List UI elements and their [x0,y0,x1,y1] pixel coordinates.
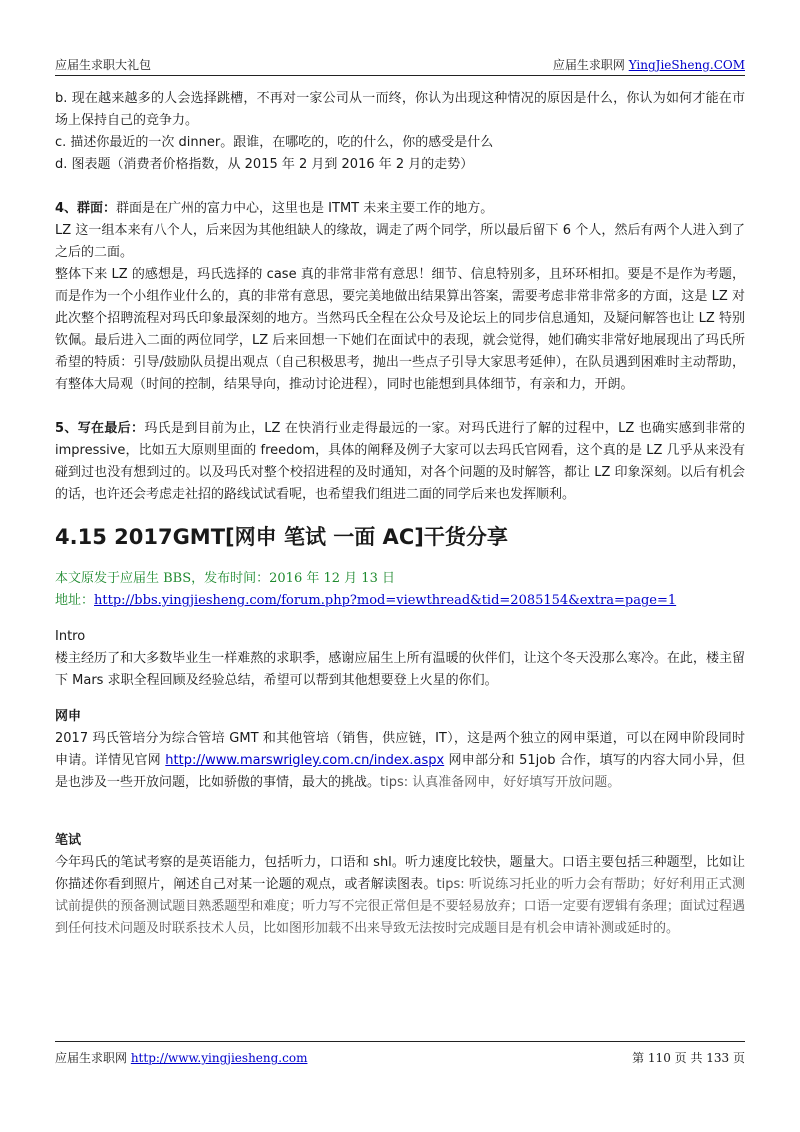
header-site-link[interactable]: YingJieSheng.COM [628,58,745,72]
article-source-line: 本文原发于应届生 BBS，发布时间：2016 年 12 月 13 日 [55,571,395,586]
main-content [55,88,745,940]
section5-paragraph [55,418,745,506]
section4-paragraph-2: 整体下来 LZ 的感想是，玛氏选择的 case 真的非常非常有意思！细节、信息特别多，且环环相扣。要是不是作为考题，而是作为一个小组作业什么的，真的非常有意思，要完美地做出结果算出答案，需要考虑非常非常多的方面，这是 LZ 对此次整个招聘流程对玛氏印象最深刻的地方。当然玛氏全程在公众号及论坛上的同步信息通知，及疑问解答也让 LZ 特别钦佩。最后进入二面的两位同学，LZ 后来回想一下她们在面试中的表现，就会觉得，她们确实非常好地展现出了玛氏所希望的特质：引导/鼓励队员提出观点（自己积极思考，抛出一些点子引导大家思考延伸），在队员遇到困难时主动帮助，有整体大局观（时间的控制，结果导向，推动讨论进程），同时也能想到具体细节，有亲和力，开朗。 [55,267,745,392]
question-d: d. 图表题（消费者价格指数，从 2015 年 2 月到 2016 年 2 月的走势） [55,157,474,172]
article-source [55,568,745,590]
question-c: c. 描述你最近的一次 dinner。跟谁，在哪吃的，吃的什么，你的感受是什么 [55,135,494,150]
header-title: 应届生求职大礼包 [55,58,152,72]
online-application-tips: tips: 认真准备网申，好好填写开放问题。 [380,775,621,790]
spacer [55,552,745,568]
section5-label: 5、写在最后： [55,421,145,436]
article-address-link[interactable]: http://bbs.yingjiesheng.com/forum.php?mod=viewthread&tid=2085154&extra=page=1 [94,593,677,608]
page-footer [55,1049,745,1067]
article-address [55,590,745,612]
online-application-text [55,728,745,794]
footer-site-link[interactable]: http://www.yingjiesheng.com [130,1051,308,1065]
article-title: 4.15 2017GMT[网申 笔试 一面 AC]干货分享 [55,525,508,549]
page-number: 第 110 页 共 133 页 [632,1051,745,1065]
written-test-title: 笔试 [55,833,82,848]
online-application-text-1: 2017 玛氏管培分为综合管培 GMT 和其他管培（销售，供应链，IT），这是两个独立的网申渠道，可以在网申阶段同时申请。详情见官网 [55,731,745,768]
header-site [553,56,745,73]
section4-label: 4、群面： [55,201,117,216]
header-divider [55,75,745,76]
page-header [55,56,745,74]
section4-intro [55,198,745,220]
question-b: b. 现在越来越多的人会选择跳槽，不再对一家公司从一而终，你认为出现这种情况的原因是什么，你认为如何才能在市场上保持自己的竞争力。 [55,91,745,128]
footer-site-name: 应届生求职网 [55,1051,131,1065]
spacer [55,794,745,816]
header-site-name: 应届生求职网 [552,58,629,72]
section5-text: 玛氏是到目前为止，LZ 在快消行业走得最远的一家。对玛氏进行了解的过程中，LZ 也确实感到非常的 impressive，比如五大原则里面的 freedom，具体的阐释及例子大家可以去玛氏官网看，这个真的是 LZ 几乎从来没有碰到过也没有想到过的。以及玛氏对整个校招进程的及时通知，对各个问题的及时解答，都让 LZ 印象深刻。以后有机会的话，也许还会考虑走社招的路线试试看呢，也希望我们组进二面的同学后来也发挥顺利。 [55,421,746,502]
online-application-title: 网申 [55,709,82,724]
spacer [55,396,745,418]
document-page [55,0,745,1132]
online-application-text-2: 网申部分和 51job 合作，填写的内容大同小异，但是也涉及一些开放问题，比如骄傲的事情，最大的挑战。 [55,753,745,790]
written-test-text [55,852,745,940]
footer-divider [55,1041,745,1042]
section4-paragraph-1: LZ 这一组本来有八个人，后来因为其他组缺人的缘故，调走了两个同学，所以最后留下 6 个人，然后有两个人进入到了之后的二面。 [55,223,745,260]
article-address-label: 地址： [55,593,95,608]
intro-title: Intro [55,629,86,644]
official-site-link[interactable]: http://www.marswrigley.com.cn/index.aspx [165,753,445,768]
intro-text: 楼主经历了和大多数毕业生一样难熬的求职季，感谢应届生上所有温暖的伙伴们，让这个冬天没那么寒冷。在此，楼主留下 Mars 求职全程回顾及经验总结，希望可以帮到其他想要登上火星的你们。 [55,651,745,688]
spacer [55,176,745,198]
section4-intro-text: 群面是在广州的富力中心，这里也是 ITMT 未来主要工作的地方。 [116,201,494,216]
written-test-body: 今年玛氏的笔试考察的是英语能力，包括听力，口语和 shl。听力速度比较快，题量大。口语主要包括三种题型，比如让你描述你看到照片，阐述自己对某一论题的观点，或者解读图表。 [55,855,745,892]
footer-site [55,1049,307,1066]
written-test-tips: tips: 听说练习托业的听力会有帮助；好好利用正式测试前提供的预备测试题目熟悉题型和难度；听力写不完很正常但是不要轻易放弃；口语一定要有逻辑有条理；面试过程遇到任何技术问题及时联系技术人员，比如图形加载不出来导致无法按时完成题目是有机会申请补测或延时的。 [55,877,745,936]
